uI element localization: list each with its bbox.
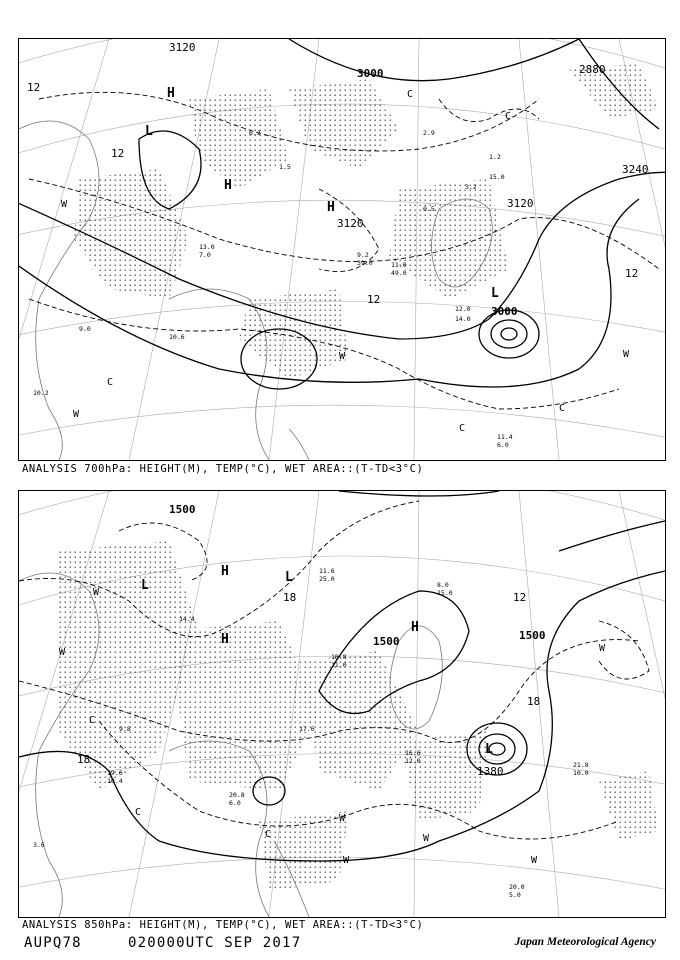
map-700hpa <box>19 39 665 460</box>
station-value: 21.8 <box>573 761 589 769</box>
station-value: 9.8 <box>119 725 131 733</box>
high-center: H <box>221 564 229 579</box>
station-value: 11.0 <box>391 261 407 269</box>
temp-label: 12 <box>367 293 381 306</box>
station-value: 5.0 <box>509 891 521 899</box>
station-value: 10.4 <box>107 777 123 785</box>
station-value: 2.9 <box>423 129 435 137</box>
warm-marker: W <box>59 647 66 658</box>
analysis-time: 020000UTC SEP 2017 <box>128 935 302 951</box>
cold-marker: C <box>265 829 272 840</box>
station-value: 12.0 <box>405 757 421 765</box>
warm-marker: W <box>423 833 430 844</box>
low-center: L <box>141 578 149 593</box>
temp-label: 12 <box>513 591 527 604</box>
chart-850hpa <box>18 490 666 918</box>
chart-700hpa <box>18 38 666 461</box>
wet-areas <box>74 64 659 379</box>
station-value: 14.0 <box>455 315 471 323</box>
temp-label: 18 <box>283 591 297 604</box>
height-label: 3240 <box>622 163 649 176</box>
warm-marker: W <box>343 855 350 866</box>
station-value: 11.0 <box>331 661 347 669</box>
station-value: 20.8 <box>229 791 245 799</box>
height-label: 1500 <box>519 629 546 642</box>
station-value: 25.0 <box>319 575 335 583</box>
caption-850hpa: ANALYSIS 850hPa: HEIGHT(M), TEMP(°C), WET AREA::(T-TD<3°C) <box>22 919 424 931</box>
warm-marker: W <box>599 643 606 654</box>
agency-name: Japan Meteorological Agency <box>514 936 656 948</box>
temp-label: 12 <box>27 81 41 94</box>
warm-marker: W <box>531 855 538 866</box>
station-value: 12.0 <box>455 305 471 313</box>
low-center: L <box>145 124 153 139</box>
station-value: 11.4 <box>497 433 513 441</box>
high-center: H <box>327 200 335 215</box>
low-center: L <box>285 570 293 585</box>
station-value: 8.0 <box>437 581 449 589</box>
station-value: 10.0 <box>573 769 589 777</box>
station-value: 15.0 <box>489 173 505 181</box>
cold-marker: C <box>559 403 566 414</box>
cold-marker: C <box>505 111 512 122</box>
station-value: 19.6 <box>107 769 123 777</box>
height-label: 1380 <box>477 765 504 778</box>
station-value: 11.6 <box>319 567 335 575</box>
station-value: 17.6 <box>299 725 315 733</box>
station-value: 39.0 <box>357 259 373 267</box>
cold-marker: C <box>135 807 142 818</box>
caption-700hpa: ANALYSIS 700hPa: HEIGHT(M), TEMP(°C), WET AREA::(T-TD<3°C) <box>22 463 424 475</box>
station-value: 18.8 <box>331 653 347 661</box>
temp-label: 12 <box>111 147 125 160</box>
temp-label: 18 <box>77 753 91 766</box>
station-value: 3.6 <box>33 841 45 849</box>
station-value: 10.2 <box>33 389 49 397</box>
station-value: 16.6 <box>405 749 421 757</box>
height-label: 2880 <box>579 63 606 76</box>
warm-marker: W <box>339 813 346 824</box>
station-value: 20.0 <box>509 883 525 891</box>
height-label: 3120 <box>507 197 534 210</box>
cold-marker: C <box>89 715 96 726</box>
station-value: 49.0 <box>391 269 407 277</box>
station-value: 6.0 <box>497 441 509 449</box>
height-label: 3000 <box>357 67 384 80</box>
station-value: 7.0 <box>199 251 211 259</box>
high-center: H <box>411 620 419 635</box>
bulletin-code: AUPQ78 <box>24 935 82 951</box>
station-value: 6.0 <box>229 799 241 807</box>
height-label: 1500 <box>169 503 196 516</box>
warm-marker: W <box>339 351 346 362</box>
temp-label: 18 <box>527 695 541 708</box>
warm-marker: W <box>93 587 100 598</box>
height-label: 3000 <box>491 305 518 318</box>
cold-marker: C <box>459 423 466 434</box>
station-value: 6.2 <box>249 129 261 137</box>
station-value: 1.5 <box>279 163 291 171</box>
low-center: L <box>485 742 493 757</box>
station-value: 1.2 <box>489 153 501 161</box>
high-center: H <box>167 86 175 101</box>
wet-areas <box>59 541 659 891</box>
high-center: H <box>221 632 229 647</box>
warm-marker: W <box>623 349 630 360</box>
station-value: 15.0 <box>437 589 453 597</box>
height-label: 3120 <box>169 41 196 54</box>
station-value: 3.2 <box>465 183 477 191</box>
cold-marker: C <box>407 89 414 100</box>
station-value: 0.5 <box>423 205 435 213</box>
low-center: L <box>491 286 499 301</box>
height-label: 1500 <box>373 635 400 648</box>
warm-marker: W <box>73 409 80 420</box>
station-value: 14.4 <box>179 615 195 623</box>
warm-marker: W <box>61 199 68 210</box>
station-value: 9.0 <box>79 325 91 333</box>
station-value: 9.2 <box>357 251 369 259</box>
cold-marker: C <box>107 377 114 388</box>
high-center: H <box>224 178 232 193</box>
station-value: 13.0 <box>199 243 215 251</box>
height-label: 3120 <box>337 217 364 230</box>
map-850hpa <box>19 491 665 917</box>
temp-label: 12 <box>625 267 639 280</box>
station-value: 10.6 <box>169 333 185 341</box>
